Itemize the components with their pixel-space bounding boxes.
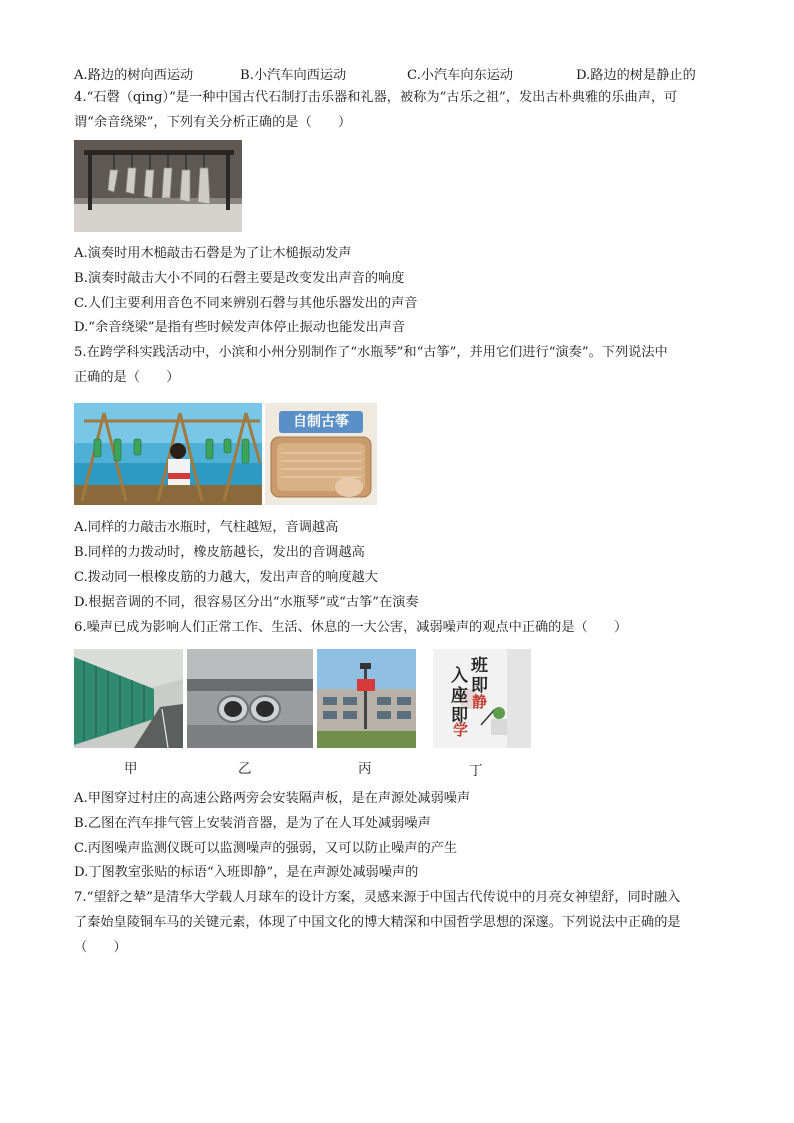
q7-stem-line3: （ ） <box>74 940 127 955</box>
q6-caption-yi: 乙 <box>238 761 252 777</box>
slogan-char-7: 学 <box>453 721 469 739</box>
water-bottle-xylophone-illustration <box>74 403 262 505</box>
q6-photo-ding-classroom-slogan <box>433 649 531 748</box>
q4-option-b: B.演奏时敲击大小不同的石磬主要是改变发出声音的响度 <box>74 271 405 286</box>
q4-stone-chime-photo <box>74 140 242 232</box>
q4-option-a: A.演奏时用木槌敲击石磬是为了让木槌振动发声 <box>74 246 352 261</box>
slogan-char-2: 班 <box>471 656 488 676</box>
q6-option-b: B.乙图在汽车排气管上安装消音器，是为了在人耳处减弱噪声 <box>74 816 431 831</box>
q5-option-c: C.拨动同一根橡皮筋的力越大，发出声音的响度越大 <box>74 570 378 585</box>
q3-option-d: D.路边的树是静止的 <box>576 68 696 83</box>
noise-monitor-illustration <box>317 649 416 748</box>
q7-stem-line2: 了秦始皇陵铜车马的关键元素，体现了中国文化的博大精深和中国哲学思想的深邃。下列说法中正确的是 <box>74 915 681 930</box>
q6-caption-jia: 甲 <box>124 761 138 777</box>
q4-stem-line2: 谓“余音绕梁”，下列有关分析正确的是（ ） <box>74 115 352 130</box>
q3-options-row <box>0 64 794 82</box>
q6-option-d: D.丁图教室张贴的标语“入班即静”，是在声源处减弱噪声的 <box>74 865 419 880</box>
q5-option-a: A.同样的力敲击水瓶时，气柱越短，音调越高 <box>74 520 339 535</box>
q5-water-bottle-photo <box>74 403 262 505</box>
noise-barrier-illustration <box>74 649 183 748</box>
q6-caption-bing: 丙 <box>358 761 372 777</box>
q6-photo-jia-noise-barrier <box>74 649 183 748</box>
slogan-char-4: 座 <box>451 686 468 706</box>
slogan-char-1: 入 <box>451 666 468 686</box>
q6-option-a: A.甲图穿过村庄的高速公路两旁会安装隔声板，是在声源处减弱噪声 <box>74 791 471 806</box>
q3-option-b: B.小汽车向西运动 <box>240 68 347 83</box>
q6-caption-ding: 丁 <box>469 763 483 779</box>
q5-stem-line2: 正确的是（ ） <box>74 370 180 385</box>
q4-stem-line1: 4.“石磬（qing）”是一种中国古代石制打击乐器和礼器，被称为“古乐之祖”，发出古朴典雅的乐曲声，可 <box>74 90 678 105</box>
stone-chime-illustration <box>74 140 242 232</box>
exhaust-muffler-illustration <box>187 649 313 748</box>
q5-option-b: B.同样的力拨动时，橡皮筋越长，发出的音调越高 <box>74 545 365 560</box>
q7-stem-line1: 7.“望舒之辇”是清华大学载人月球车的设计方案，灵感来源于中国古代传说中的月亮女神望舒，同时融入 <box>74 890 681 905</box>
q3-option-c: C.小汽车向东运动 <box>407 68 514 83</box>
slogan-char-3: 即 <box>471 676 488 696</box>
q6-photo-bing-noise-monitor <box>317 649 416 748</box>
q4-option-d: D.“余音绕梁”是指有些时候发声体停止振动也能发出声音 <box>74 320 406 335</box>
q4-option-c: C.人们主要利用音色不同来辨别石磬与其他乐器发出的声音 <box>74 296 418 311</box>
q5-homemade-guzheng-photo <box>265 403 377 505</box>
slogan-char-5: 即 <box>451 706 468 726</box>
homemade-guzheng-label: 自制古筝 <box>279 411 363 433</box>
slogan-char-6: 静 <box>472 693 488 711</box>
q5-stem-line1: 5.在跨学科实践活动中，小滨和小州分别制作了“水瓶琴”和“古筝”，并用它们进行“演奏”。下列说法中 <box>74 345 668 360</box>
q6-stem: 6.噪声已成为影响人们正常工作、生活、休息的一大公害，减弱噪声的观点中正确的是（ ） <box>74 620 628 635</box>
q5-option-d: D.根据音调的不同，很容易区分出“水瓶琴”或“古筝”在演奏 <box>74 595 419 610</box>
q6-option-c: C.丙图噪声监测仪既可以监测噪声的强弱，又可以防止噪声的产生 <box>74 841 458 856</box>
q6-photo-yi-exhaust-muffler <box>187 649 313 748</box>
q3-option-a: A.路边的树向西运动 <box>74 68 194 83</box>
